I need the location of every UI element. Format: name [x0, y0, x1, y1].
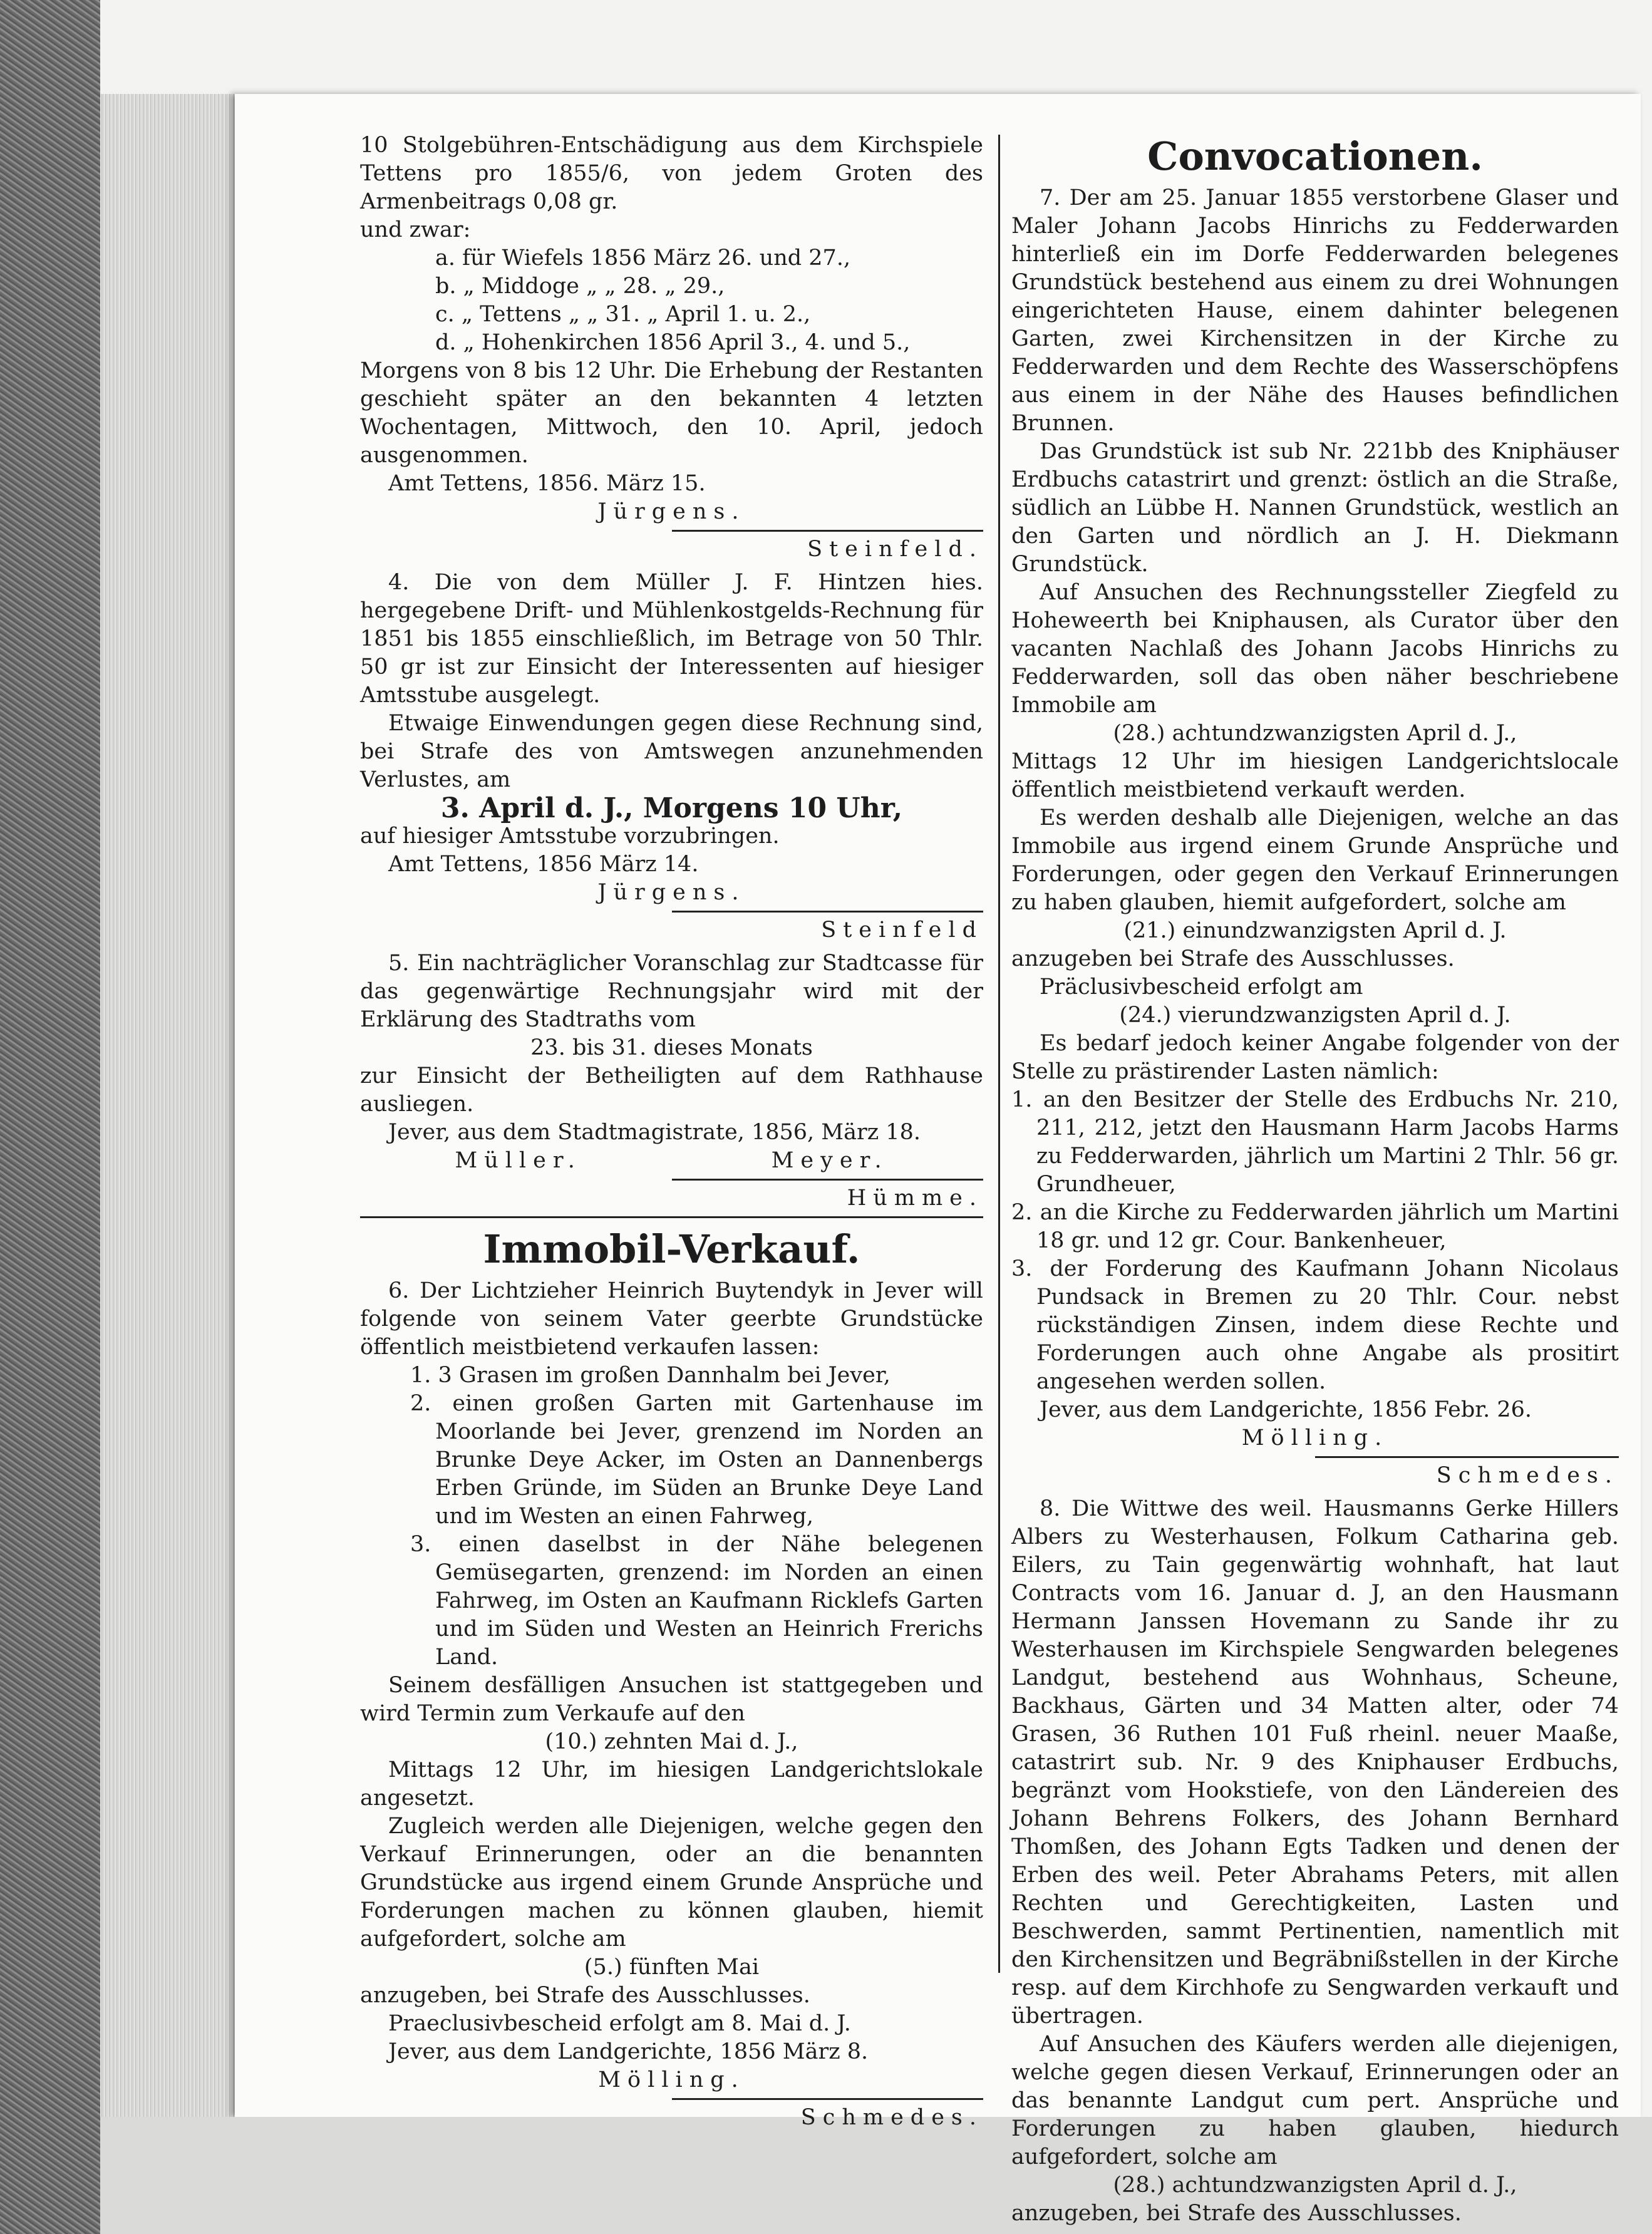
charge-item: 3. der Forderung des Kaufmann Johann Nicolaus Pundsack in Bremen zu 20 Thlr. Cour. nebst rückständigen Zinsen, indem diese Rechte und Forderungen auch ohne Angabe als prositirt angesehen werden sollen. — [1011, 1256, 1619, 1394]
column-rule — [998, 135, 1000, 1973]
notice-10-text: 10 Stolgebühren-Entschädigung aus dem Kirchspiele Tettens pro 1855/6, von jedem Groten des Armenbeitrags 0,08 gr. — [360, 133, 983, 214]
notice-6-penalty: anzugeben, bei Strafe des Ausschlusses. — [360, 1983, 810, 2008]
signature: Mölling. — [598, 2067, 745, 2092]
schedule-item: b. „ Middoge „ „ 28. „ 29., — [435, 274, 725, 299]
signature: Müller. — [455, 1148, 582, 1173]
signature: Meyer. — [771, 1148, 889, 1173]
notice-4-date: 3. April d. J., Morgens 10 Uhr, — [440, 792, 903, 824]
section-heading: Immobil-Verkauf. — [483, 1226, 860, 1272]
signature-rule — [672, 2098, 984, 2100]
charge-item: 1. an den Besitzer der Stelle des Erdbuchs Nr. 210, 211, 212, jetzt den Hausmann Harm Jacobs Harms zu Fedderwarden, jährlich um Martini 2 Thlr. 56 gr. Grundheuer, — [1011, 1087, 1619, 1197]
notice-8-penalty: anzugeben, bei Strafe des Ausschlusses. — [1011, 2201, 1462, 2226]
signature-rule — [672, 530, 984, 532]
book-cover-edge — [0, 0, 100, 2234]
notice-5-body: zur Einsicht der Betheiligten auf dem Rathhause ausliegen. — [360, 1063, 983, 1117]
left-column — [360, 132, 983, 2132]
notice-7-summons: Es werden deshalb alle Diejenigen, welche an das Immobile aus irgend einem Grunde Ansprüche und Forderungen, oder gegen den Verkauf Erinnerungen zu haben glauben, hiemit aufgefordert, solche am — [1011, 805, 1619, 915]
notice-7-charges: Es bedarf jedoch keiner Angabe folgender von der Stelle zu prästirender Lasten nämlich: — [1011, 1031, 1619, 1084]
notice-8-text: 8. Die Wittwe des weil. Hausmanns Gerke Hillers Albers zu Westerhausen, Folkum Catharina geb. Eilers, zu Tain gegenwärtig wohnhaft, hat laut Contracts vom 16. Januar d. J, an den Hausmann Hermann Janssen Hovemann zu Sande ihr zu Westerhausen im Kirchspiele Sengwarden belegenes Landgut, bestehend aus Wohnhaus, Scheune, Backhaus, Gärten und 34 Matten alter, oder 74 Grasen, 36 Ruthen 101 Fuß rheinl. neuer Maaße, catastrirt sub. Nr. 9 des Kniphauser Erdbuchs, begränzt vom Hookstiefe, von den Ländereien des Johann Behrens Folkers, des Johann Bernhard Thomßen, des Johann Egts Tadken und denen der Erben des weil. Peter Abrahams Peters, mit allen Rechten und Gerechtigkeiten, Lasten und Beschwerden, sammt Pertinentien, namentlich mit den Kirchensitzen und Begräbnißstellen in der Kirche resp. auf dem Kirchhofe zu Sengwarden verkauft und übertragen. — [1011, 1496, 1619, 2029]
signature: Jürgens. — [597, 880, 746, 905]
notice-5-place-date: Jever, aus dem Stadtmagistrate, 1856, März 18. — [388, 1120, 921, 1145]
notice-7-preclusion: Präclusivbescheid erfolgt am — [1040, 975, 1363, 1000]
schedule-item: d. „ Hohenkirchen 1856 April 3., 4. und 5., — [435, 330, 911, 355]
signature: Jürgens. — [597, 499, 746, 524]
notice-6-place-date: Jever, aus dem Landgerichte, 1856 März 8. — [388, 2039, 869, 2064]
notice-6-preclusion: Praeclusivbescheid erfolgt am 8. Mai d. J. — [388, 2011, 851, 2036]
signature: Steinfeld. — [807, 537, 983, 562]
notice-6-text: 6. Der Lichtzieher Heinrich Buytendyk in Jever will folgende von seinem Vater geerbte Grundstücke öffentlich meistbietend verkaufen lassen: — [360, 1278, 983, 1360]
property-item: 1. 3 Grasen im großen Dannhalm bei Jever, — [410, 1363, 891, 1388]
charge-item: 2. an die Kirche zu Fedderwarden jährlich um Martini 18 gr. und 12 gr. Cour. Bankenheuer, — [1011, 1200, 1619, 1253]
notice-6-deadline: (5.) fünften Mai — [584, 1955, 760, 1980]
notice-4-text: 4. Die von dem Müller J. F. Hintzen hies. hergegebene Drift- und Mühlenkostgelds-Rechnung für 1851 bis 1855 einschließlich, im Betrage von 50 Thlr. 50 gr ist zur Einsicht der Interessenten auf hiesiger Amtsstube ausgelegt. — [360, 570, 983, 708]
notice-10-place-date: Amt Tettens, 1856. März 15. — [388, 471, 706, 496]
notice-7-penalty: anzugeben bei Strafe des Ausschlusses. — [1011, 946, 1455, 971]
schedule-item: a. für Wiefels 1856 März 26. und 27., — [435, 246, 851, 271]
notice-7-preclusion-date: (24.) vierundzwanzigsten April d. J. — [1119, 1003, 1511, 1028]
signature-rule — [1315, 1456, 1619, 1458]
notice-10-und: und zwar: — [360, 217, 471, 242]
notice-5-dates: 23. bis 31. dieses Monats — [530, 1035, 813, 1060]
schedule-item: c. „ Tettens „ „ 31. „ April 1. u. 2., — [435, 302, 811, 327]
property-item: 2. einen großen Garten mit Gartenhause im Moorlande bei Jever, grenzend im Norden an Brunke Deye Acker, im Osten an Dannenbergs Erben Gründe, im Süden an Brunke Deye Land und im Westen an einen Fahrweg, — [410, 1391, 983, 1529]
notice-6-body: Seinem desfälligen Ansuchen ist stattgegeben und wird Termin zum Verkaufe auf den — [360, 1673, 983, 1726]
signature: Mölling. — [1241, 1425, 1389, 1451]
notice-6-time: Mittags 12 Uhr, im hiesigen Landgerichtslokale angesetzt. — [360, 1757, 983, 1811]
section-rule — [360, 1216, 983, 1218]
signature-rule — [672, 911, 984, 913]
notice-8-summons: Auf Ansuchen des Käufers werden alle diejenigen, welche gegen diesen Verkauf, Erinnerungen oder an das benannte Landgut cum pert. Ansprüche und Forderungen zu haben glauben, hiedurch aufgefordert, solche am — [1011, 2032, 1619, 2169]
notice-10-body: Morgens von 8 bis 12 Uhr. Die Erhebung der Restanten geschieht später an den bekannten 4 letzten Wochentagen, Mittwoch, den 10. April, jedoch ausgenommen. — [360, 358, 983, 468]
signature-row — [360, 1147, 983, 1175]
notice-6-date: (10.) zehnten Mai d. J., — [545, 1729, 798, 1754]
notice-7-parcel: Das Grundstück ist sub Nr. 221bb des Kniphäuser Erdbuchs catastrirt und grenzt: östlich an die Straße, südlich an Lübbe H. Nannen Grundstück, westlich an den Garten und nördlich an J. H. Diekmann Grundstück. — [1011, 439, 1619, 577]
right-column — [1011, 132, 1619, 2228]
notice-7-text: 7. Der am 25. Januar 1855 verstorbene Glaser und Maler Johann Jacobs Hinrichs zu Fedderwarden hinterließ ein im Dorfe Fedderwarden belegenes Grundstück bestehend aus einem zu drei Wohnungen eingerichteten Hause, einem dahinter belegenen Garten, zwei Kirchensitzen in der Kirche zu Fedderwarden und dem Rechte des Wasserschöpfens aus einem in der Nähe des Hauses befindlichen Brunnen. — [1011, 185, 1619, 436]
notice-7-sale-date: (28.) achtundzwanzigsten April d. J., — [1113, 721, 1517, 746]
signature: Hümme. — [847, 1186, 983, 1211]
notice-7-deadline: (21.) einundzwanzigsten April d. J. — [1123, 918, 1507, 943]
page-edges — [100, 94, 235, 2117]
notice-4-body: Etwaige Einwendungen gegen diese Rechnung sind, bei Strafe des von Amtswegen anzunehmenden Verlustes, am — [360, 711, 983, 792]
notice-8-deadline: (28.) achtundzwanzigsten April d. J., — [1113, 2173, 1517, 2198]
notice-6-summons: Zugleich werden alle Diejenigen, welche gegen den Verkauf Erinnerungen, oder an die benannten Grundstücke aus irgend einem Grunde Ansprüche und Forderungen machen zu können glauben, hiemit aufgefordert, solche am — [360, 1814, 983, 1952]
section-heading: Convocationen. — [1147, 133, 1483, 179]
notice-7-time: Mittags 12 Uhr im hiesigen Landgerichtslocale öffentlich meistbietend verkauft werden. — [1011, 749, 1619, 802]
signature: Schmedes. — [800, 2105, 983, 2130]
signature-rule — [672, 1179, 984, 1181]
notice-5-text: 5. Ein nachträglicher Voranschlag zur Stadtcasse für das gegenwärtige Rechnungsjahr wird mit der Erklärung des Stadtraths vom — [360, 951, 983, 1032]
signature: Schmedes. — [1436, 1463, 1619, 1488]
notice-7-place-date: Jever, aus dem Landgerichte, 1856 Febr. 26. — [1040, 1397, 1532, 1422]
notice-4-place-date: Amt Tettens, 1856 März 14. — [388, 852, 699, 877]
notice-7-request: Auf Ansuchen des Rechnungssteller Ziegfeld zu Hoheweerth bei Kniphausen, als Curator über den vacanten Nachlaß des Johann Jacobs Hinrichs zu Fedderwarden, soll das oben näher beschriebene Immobile am — [1011, 580, 1619, 718]
notice-4-end: auf hiesiger Amtsstube vorzubringen. — [360, 824, 780, 849]
property-item: 3. einen daselbst in der Nähe belegenen Gemüsegarten, grenzend: im Norden an einen Fahrweg, im Osten an Kaufmann Ricklefs Garten und im Süden und Westen an Heinrich Frerichs Land. — [410, 1532, 983, 1670]
signature: Steinfeld — [821, 918, 983, 943]
